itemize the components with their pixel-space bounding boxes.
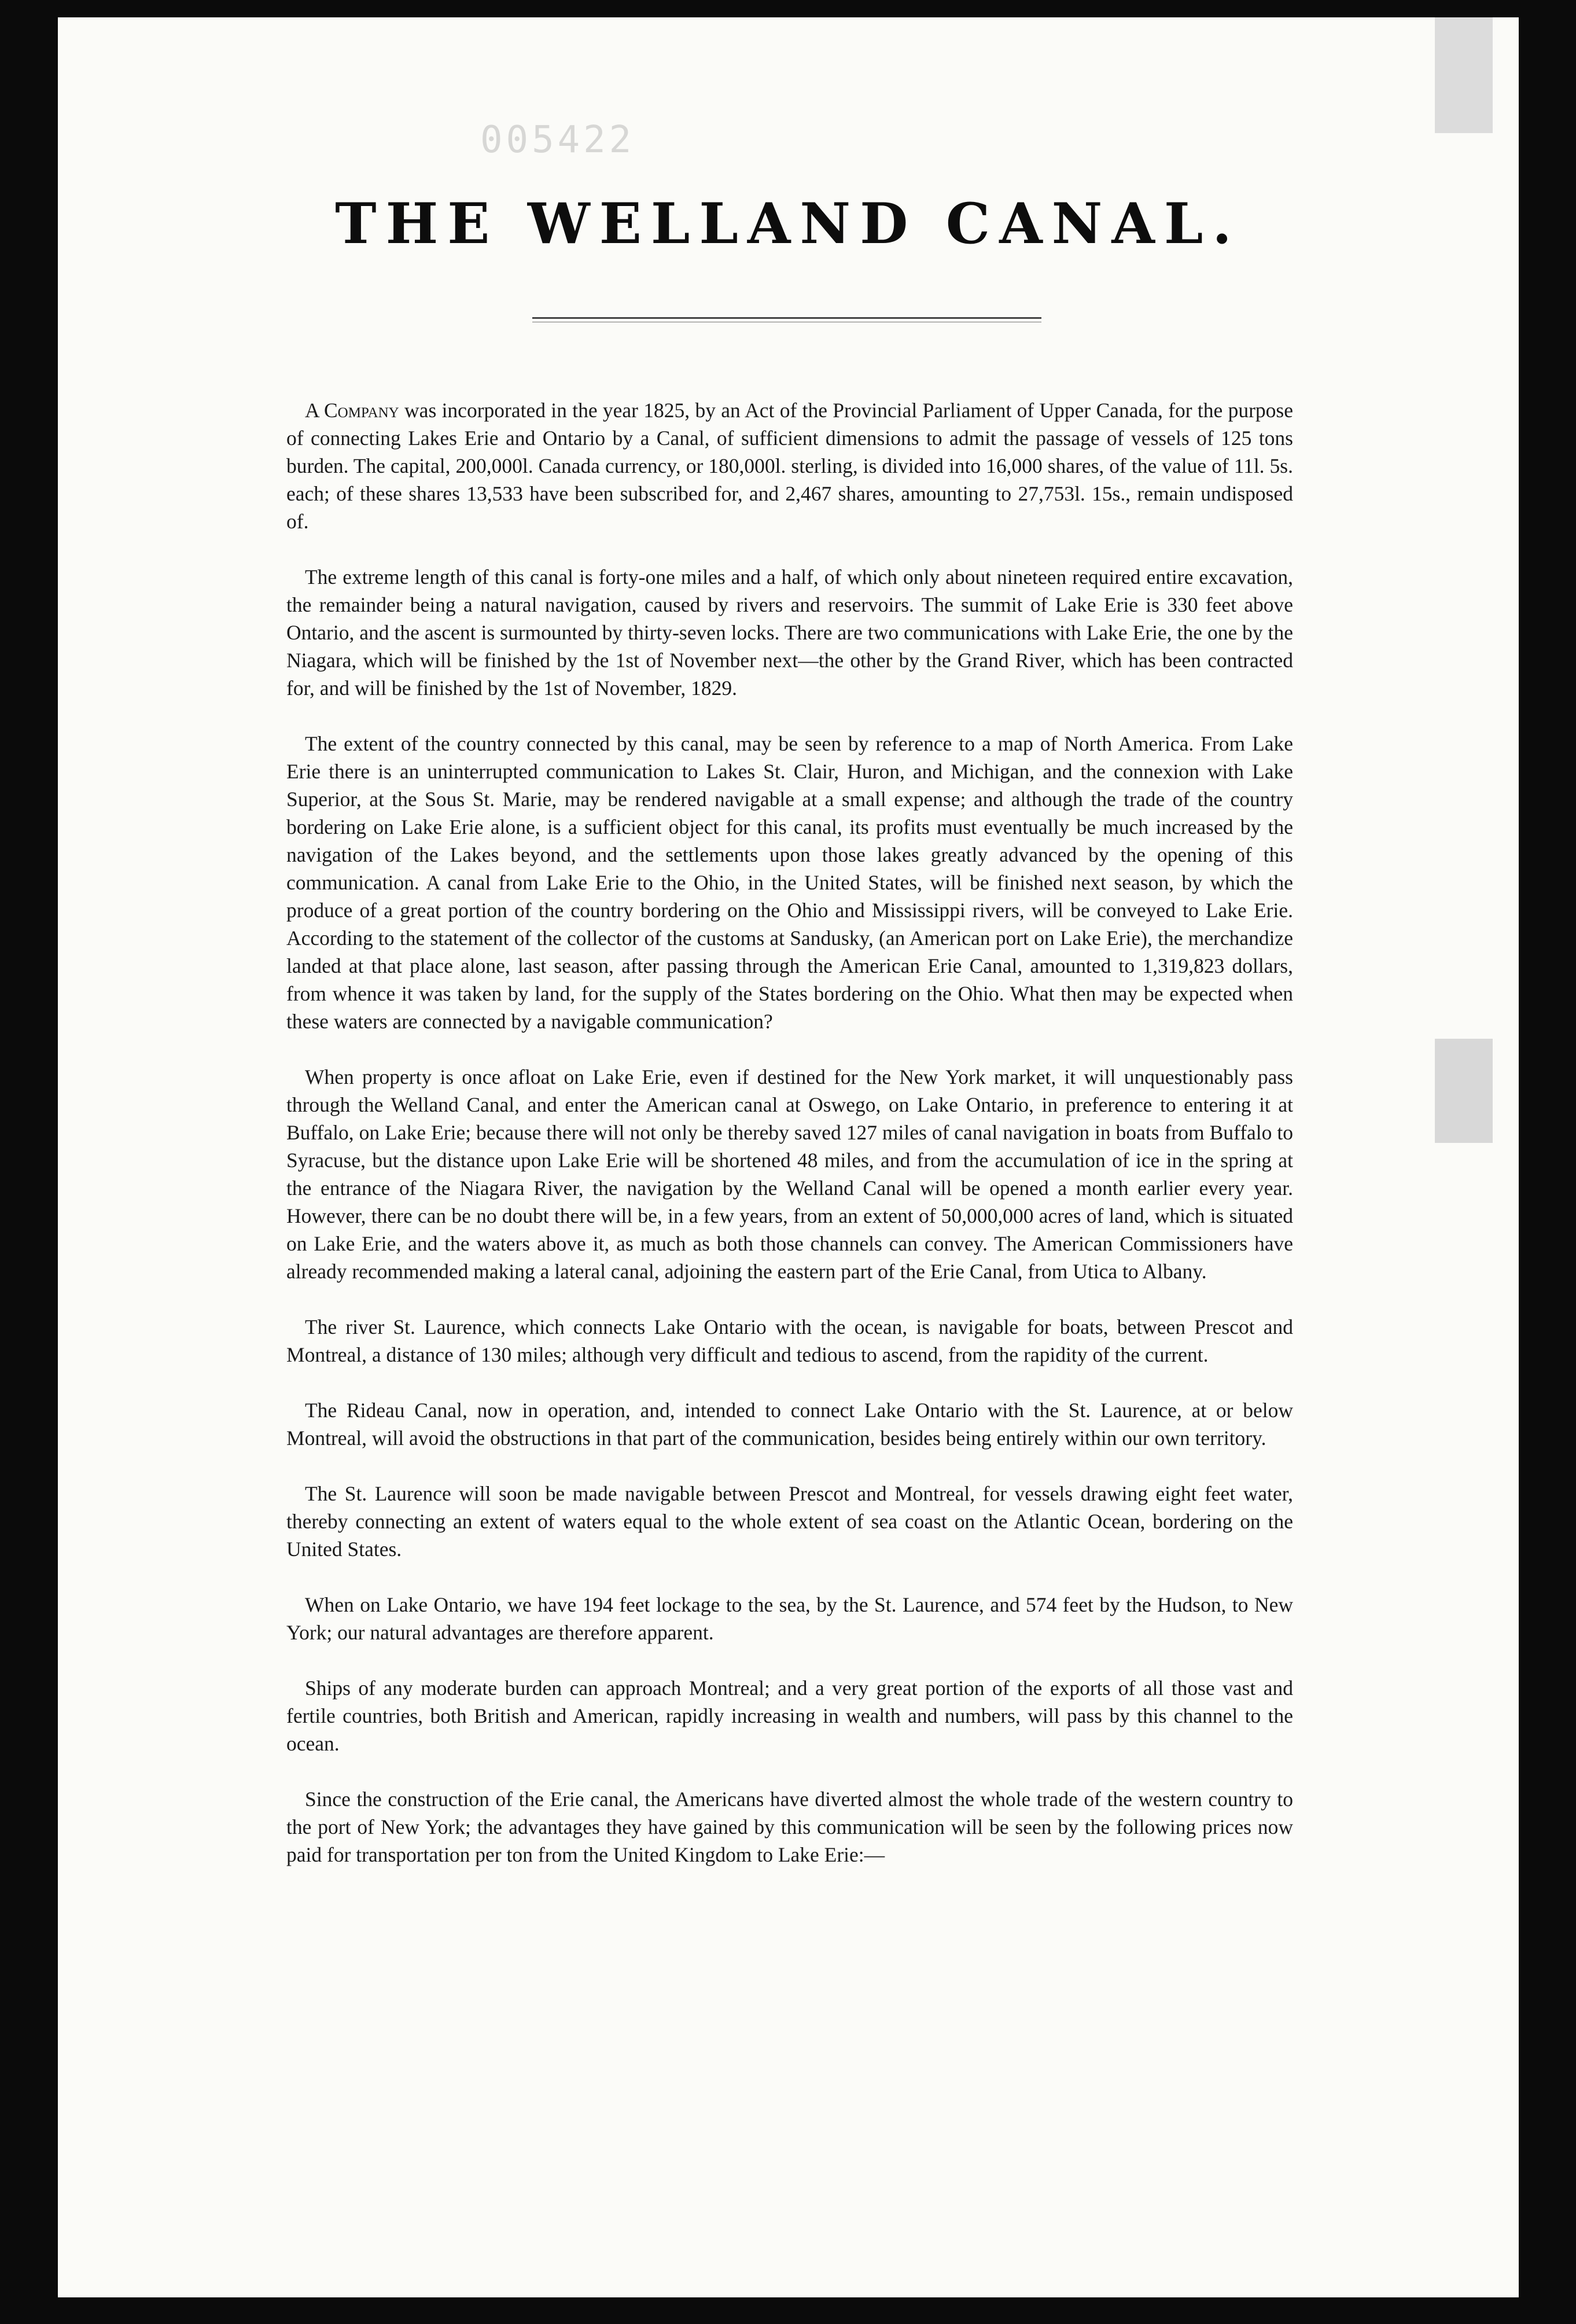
paragraph-text: When on Lake Ontario, we have 194 feet lockage to the sea, by the St. Laurence, and 574 feet by the Hudson, to New York; our natural advantages are therefore apparent. — [286, 1593, 1293, 1644]
paragraph-text: The extreme length of this canal is forty-one miles and a half, of which only about nineteen required entire excavation, the remainder being a natural navigation, caused by rivers and reservoirs. The summit of Lake Erie is 330 feet above Ontario, and the ascent is surmounted by thirty-seven locks. There are two communications with Lake Erie, the one by the Niagara, which will be finished by the 1st of November next—the other by the Grand River, which has been contracted for, and will be finished by the 1st of November, 1829. — [286, 565, 1293, 700]
archive-stamp: 005422 — [480, 119, 635, 161]
scan-edge-strip — [1435, 17, 1493, 133]
paragraph — [286, 730, 1293, 1035]
paragraph — [286, 396, 1293, 535]
body-text — [286, 396, 1293, 1869]
paragraph — [286, 1396, 1293, 1452]
paragraph — [286, 1674, 1293, 1757]
paragraph — [286, 563, 1293, 702]
scan-edge-strip — [1435, 1039, 1493, 1143]
paragraph-text: was incorporated in the year 1825, by an Act of the Provincial Parliament of Upper Canada, for the purpose of connecting Lakes Erie and Ontario by a Canal, of sufficient dimensions to admit the passage of vessels of 125 tons burden. The capital, 200,000l. Canada currency, or 180,000l. sterling, is divided into 16,000 shares, of the value of 11l. 5s. each; of these shares 13,533 have been subscribed for, and 2,467 shares, amounting to 27,753l. 15s., remain undisposed of. — [286, 399, 1293, 533]
paragraph-text: The river St. Laurence, which connects Lake Ontario with the ocean, is navigable for boats, between Prescot and Montreal, a distance of 130 miles; although very difficult and tedious to ascend, from the rapidity of the current. — [286, 1315, 1293, 1366]
paragraph — [286, 1313, 1293, 1369]
paragraph-text: The St. Laurence will soon be made navigable between Prescot and Montreal, for vessels drawing eight feet water, thereby connecting an extent of waters equal to the whole extent of sea coast on the Atlantic Ocean, bordering on the United States. — [286, 1482, 1293, 1561]
paragraph-text: Since the construction of the Erie canal, the Americans have diverted almost the whole trade of the western country to the port of New York; the advantages they have gained by this communication will be seen by the following prices now paid for transportation per ton from the United Kingdom to Lake Erie:— — [286, 1788, 1293, 1866]
title-divider — [532, 317, 1041, 319]
paragraph — [286, 1785, 1293, 1869]
paragraph-text: The extent of the country connected by this canal, may be seen by reference to a map of North America. From Lake Erie there is an uninterrupted communication to Lakes St. Clair, Huron, and Michigan, and the connexion with Lake Superior, at the Sous St. Marie, may be rendered navigable at a small expense; and although the trade of the country bordering on Lake Erie alone, is a sufficient object for this canal, its profits must eventually be much increased by the navigation of the Lakes beyond, and the settlements upon those lakes greatly advanced by the opening of this communication. A canal from Lake Erie to the Ohio, in the United States, will be finished next season, by which the produce of a great portion of the country bordering on the Ohio and Mississippi rivers, will be conveyed to Lake Erie. According to the statement of the collector of the customs at Sandusky, (an American port on Lake Erie), the merchandize landed at that place alone, last season, after passing through the American Erie Canal, amounted to 1,319,823 dollars, from whence it was taken by land, for the supply of the States bordering on the Ohio. What then may be expected when these waters are connected by a navigable communication? — [286, 732, 1293, 1033]
page-title: THE WELLAND CANAL. — [335, 191, 1241, 256]
paragraph — [286, 1063, 1293, 1285]
paragraph-lead: A Company — [305, 399, 399, 422]
paragraph — [286, 1591, 1293, 1646]
paragraph-text: Ships of any moderate burden can approach Montreal; and a very great portion of the exports of all those vast and fertile countries, both British and American, rapidly increasing in wealth and numbers, will pass by this channel to the ocean. — [286, 1676, 1293, 1755]
paragraph-text: When property is once afloat on Lake Erie, even if destined for the New York market, it will unquestionably pass through the Welland Canal, and enter the American canal at Oswego, on Lake Ontario, in preference to entering it at Buffalo, on Lake Erie; because there will not only be thereby saved 127 miles of canal navigation in boats from Buffalo to Syracuse, but the distance upon Lake Erie will be shortened 48 miles, and from the accumulation of ice in the spring at the entrance of the Niagara River, the navigation by the Welland Canal will be opened a month earlier every year. However, there can be no doubt there will be, in a few years, from an extent of 50,000,000 acres of land, which is situated on Lake Erie, and the waters above it, as much as both those channels can convey. The American Commissioners have already recommended making a lateral canal, adjoining the eastern part of the Erie Canal, from Utica to Albany. — [286, 1065, 1293, 1283]
paragraph — [286, 1480, 1293, 1563]
paragraph-text: The Rideau Canal, now in operation, and, intended to connect Lake Ontario with the St. Laurence, at or below Montreal, will avoid the obstructions in that part of the communication, besides being entirely within our own territory. — [286, 1399, 1293, 1450]
